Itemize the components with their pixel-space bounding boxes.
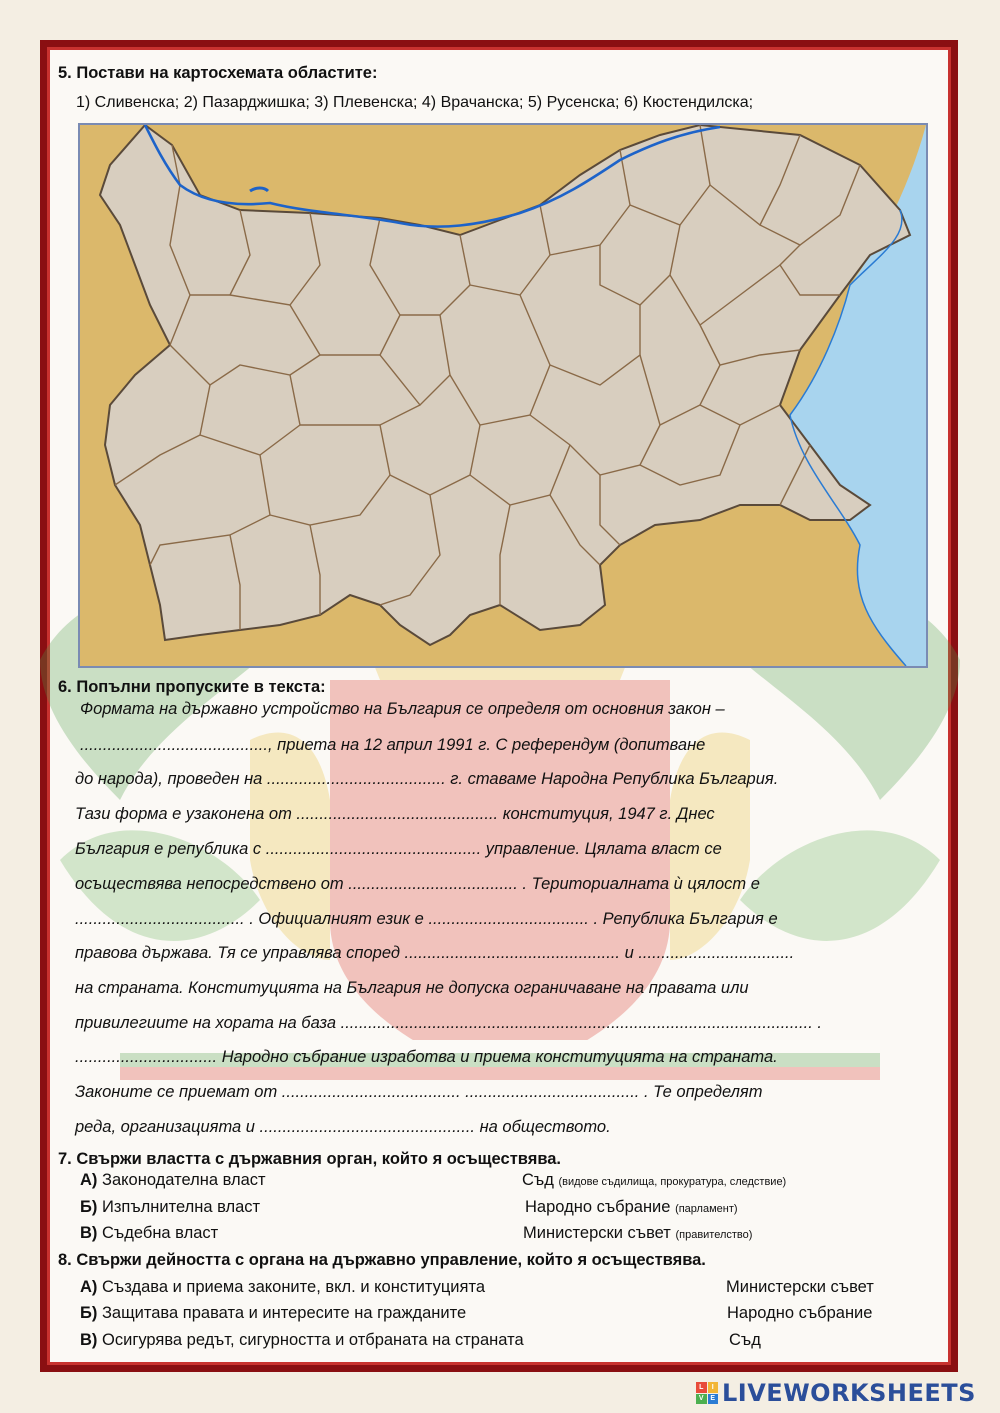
paragraph-line-3[interactable]: до народа), проведен на ....................................... г. ставаме Народна Република България. xyxy=(75,770,779,788)
q7-left-item-a[interactable]: А) Законодателна власт xyxy=(80,1171,266,1189)
q7-right-item-b[interactable]: Народно събрание (парламент) xyxy=(525,1198,738,1216)
paragraph-line-13[interactable]: реда, организацията и ............................................... на обществото. xyxy=(75,1118,611,1136)
q8-right-item-c[interactable]: Съд xyxy=(729,1331,761,1349)
paragraph-line-2[interactable]: ........................................., приета на 12 април 1991 г. С референдум (допитване xyxy=(80,736,706,754)
q8-right-item-a[interactable]: Министерски съвет xyxy=(726,1278,874,1296)
liveworksheets-logo-icon: L I V E xyxy=(696,1382,718,1404)
paragraph-line-6[interactable]: осъществява непосредствено от ..................................... . Териториалната ѝ цялост е xyxy=(75,875,760,893)
q8-left-item-a[interactable]: А) Създава и приема законите, вкл. и конституцията xyxy=(80,1278,485,1296)
question-5-regions: 1) Сливенска; 2) Пазарджишка; 3) Плевенска; 4) Врачанска; 5) Русенска; 6) Кюстендилска; xyxy=(76,94,754,111)
question-7-title: 7. Свържи властта с държавния орган, който я осъществява. xyxy=(58,1150,562,1168)
paragraph-line-12[interactable]: Законите се приемат от ....................................... ...................................... . Те определят xyxy=(75,1083,763,1101)
q8-left-item-c[interactable]: В) Осигурява редът, сигурността и отбраната на страната xyxy=(80,1331,524,1349)
paragraph-line-7[interactable]: ..................................... . Официалният език е ................................... . Република България е xyxy=(75,910,778,928)
q8-right-item-b[interactable]: Народно събрание xyxy=(727,1304,873,1322)
paragraph-line-11[interactable]: ............................... Народно събрание изработва и приема конституцията на страната. xyxy=(75,1048,778,1066)
q7-right-item-a[interactable]: Съд (видове съдилища, прокуратура, следствие) xyxy=(522,1171,787,1189)
question-8-title: 8. Свържи дейността с органа на държавно управление, който я осъществява. xyxy=(58,1251,706,1269)
q8-left-item-b[interactable]: Б) Защитава правата и интересите на гражданите xyxy=(80,1304,467,1322)
liveworksheets-logo-text: LIVEWORKSHEETS xyxy=(722,1379,976,1407)
q7-left-item-b[interactable]: Б) Изпълнителна власт xyxy=(80,1198,261,1216)
bulgaria-map-svg xyxy=(80,125,926,666)
paragraph-line-1: Формата на държавно устройство на България се определя от основния закон – xyxy=(80,700,725,718)
q7-right-item-c[interactable]: Министерски съвет (правителство) xyxy=(523,1224,753,1242)
paragraph-line-10[interactable]: привилегиите на хората на база ....................................................................................................... . xyxy=(75,1014,822,1032)
question-5-title: 5. Постави на картосхемата областите: xyxy=(58,64,378,82)
q7-left-item-c[interactable]: В) Съдебна власт xyxy=(80,1224,219,1242)
bulgaria-map[interactable] xyxy=(78,123,928,668)
question-6-title: 6. Попълни пропуските в текста: xyxy=(58,678,326,696)
paragraph-line-5[interactable]: България е република с ............................................... управление. Цялата власт се xyxy=(75,840,722,858)
paragraph-line-4[interactable]: Тази форма е узаконена от ............................................ конституция, 1947 г. Днес xyxy=(75,805,715,823)
paragraph-line-9: на страната. Конституцията на България не допуска ограничаване на правата или xyxy=(75,979,749,997)
paragraph-line-8[interactable]: правова държава. Тя се управлява според ............................................... и .................................. xyxy=(75,944,795,962)
liveworksheets-logo xyxy=(696,1378,976,1408)
